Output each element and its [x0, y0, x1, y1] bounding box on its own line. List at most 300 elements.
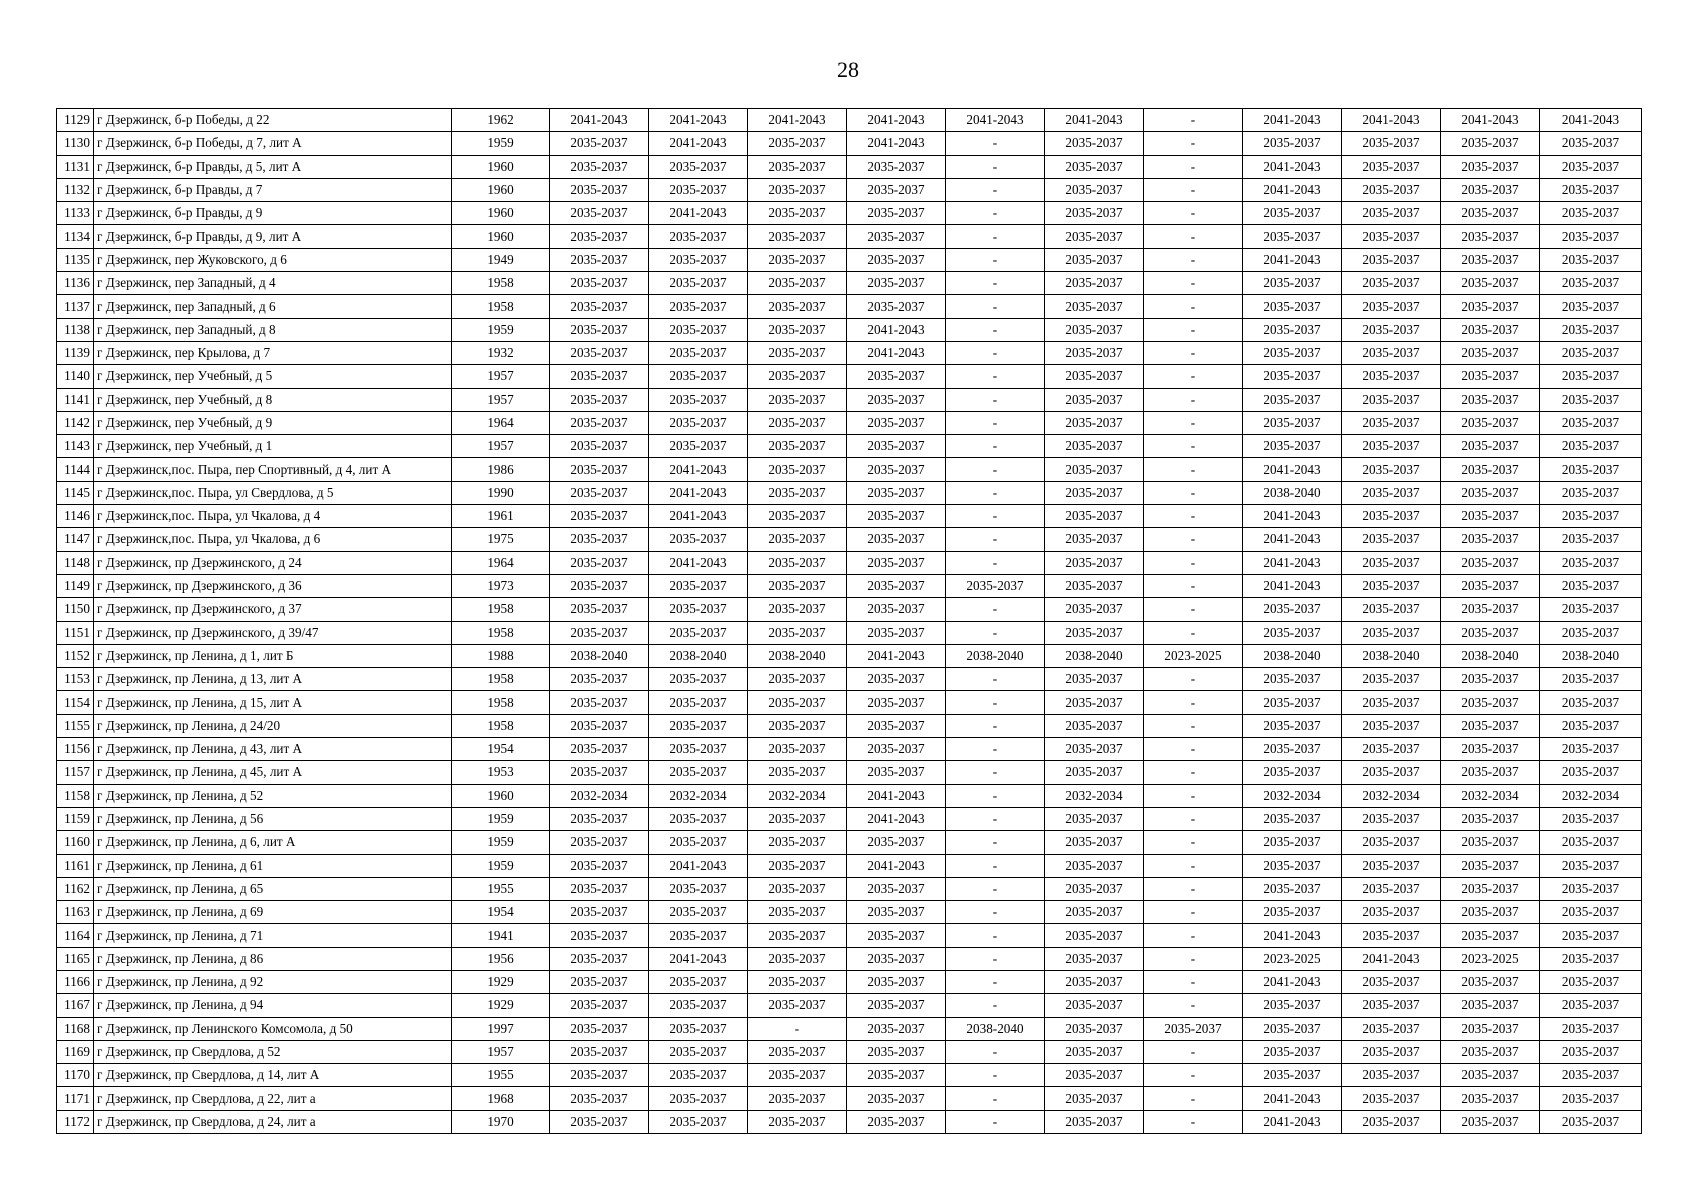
repair-period-cell: 2035-2037 [1045, 621, 1144, 644]
repair-period-cell: 2035-2037 [1441, 388, 1540, 411]
address-cell: г Дзержинск, б-р Правды, д 9 [94, 202, 452, 225]
address-cell: г Дзержинск, пер Учебный, д 9 [94, 411, 452, 434]
repair-period-cell: 2035-2037 [847, 155, 946, 178]
repair-period-cell: 2035-2037 [1243, 668, 1342, 691]
repair-period-cell: - [946, 155, 1045, 178]
row-number-cell: 1163 [57, 901, 94, 924]
repair-period-cell: 2035-2037 [550, 901, 649, 924]
repair-period-cell: 2035-2037 [1045, 970, 1144, 993]
address-cell: г Дзержинск, б-р Правды, д 5, лит А [94, 155, 452, 178]
row-number-cell: 1139 [57, 341, 94, 364]
repair-period-cell: - [1144, 947, 1243, 970]
repair-period-cell: 2035-2037 [550, 761, 649, 784]
repair-period-cell: 2041-2043 [1243, 178, 1342, 201]
repair-period-cell: 2041-2043 [1243, 970, 1342, 993]
repair-period-cell: 2035-2037 [1441, 295, 1540, 318]
repair-period-cell: 2035-2037 [1441, 994, 1540, 1017]
repair-period-cell: 2035-2037 [1441, 668, 1540, 691]
repair-period-cell: 2035-2037 [550, 854, 649, 877]
repair-period-cell: 2035-2037 [1045, 947, 1144, 970]
year-built-cell: 1958 [452, 668, 550, 691]
year-built-cell: 1957 [452, 1040, 550, 1063]
repair-period-cell: 2035-2037 [1540, 411, 1642, 434]
repair-period-cell: 2041-2043 [1243, 528, 1342, 551]
address-cell: г Дзержинск, пр Свердлова, д 52 [94, 1040, 452, 1063]
repair-period-cell: 2035-2037 [847, 481, 946, 504]
repair-period-cell: 2041-2043 [1342, 109, 1441, 132]
repair-period-cell: - [946, 1064, 1045, 1087]
address-cell: г Дзержинск, пер Западный, д 6 [94, 295, 452, 318]
repair-period-cell: 2035-2037 [847, 178, 946, 201]
repair-period-cell: 2035-2037 [1441, 714, 1540, 737]
row-number-cell: 1158 [57, 784, 94, 807]
repair-period-cell: - [946, 714, 1045, 737]
repair-period-cell: 2035-2037 [1342, 411, 1441, 434]
row-number-cell: 1169 [57, 1040, 94, 1063]
repair-period-cell: 2035-2037 [748, 831, 847, 854]
row-number-cell: 1143 [57, 435, 94, 458]
table-row [57, 598, 1642, 621]
repair-period-cell: 2035-2037 [847, 598, 946, 621]
address-cell: г Дзержинск, пр Ленина, д 92 [94, 970, 452, 993]
repair-period-cell: 2035-2037 [1540, 1017, 1642, 1040]
repair-period-cell: 2035-2037 [550, 714, 649, 737]
repair-period-cell: 2035-2037 [748, 1110, 847, 1133]
repair-period-cell: 2035-2037 [748, 970, 847, 993]
repair-period-cell: 2035-2037 [649, 1040, 748, 1063]
repair-period-cell: 2035-2037 [649, 435, 748, 458]
repair-period-cell: 2035-2037 [1243, 714, 1342, 737]
year-built-cell: 1959 [452, 807, 550, 830]
repair-period-cell: 2035-2037 [649, 901, 748, 924]
table-row [57, 947, 1642, 970]
repair-period-cell: 2041-2043 [847, 784, 946, 807]
repair-period-cell: 2041-2043 [649, 202, 748, 225]
repair-period-cell: 2041-2043 [847, 644, 946, 667]
repair-period-cell: 2035-2037 [1540, 807, 1642, 830]
repair-period-cell: - [946, 738, 1045, 761]
repair-period-cell: 2041-2043 [1243, 924, 1342, 947]
repair-period-cell: 2035-2037 [1342, 341, 1441, 364]
repair-period-cell: 2035-2037 [1045, 458, 1144, 481]
address-cell: г Дзержинск, пр Ленинского Комсомола, д 50 [94, 1017, 452, 1040]
repair-period-cell: 2035-2037 [1342, 994, 1441, 1017]
table-row [57, 272, 1642, 295]
repair-period-cell: 2035-2037 [748, 435, 847, 458]
repair-period-cell: - [1144, 668, 1243, 691]
repair-period-cell: 2035-2037 [1342, 807, 1441, 830]
repair-period-cell: 2041-2043 [1243, 458, 1342, 481]
repair-period-cell: 2035-2037 [1045, 807, 1144, 830]
repair-period-cell: 2035-2037 [1540, 691, 1642, 714]
repair-period-cell: 2035-2037 [748, 458, 847, 481]
repair-period-cell: 2035-2037 [748, 1087, 847, 1110]
repair-period-cell: 2035-2037 [1540, 668, 1642, 691]
repair-period-cell: 2035-2037 [1342, 318, 1441, 341]
year-built-cell: 1929 [452, 970, 550, 993]
repair-period-cell: 2035-2037 [847, 435, 946, 458]
repair-period-cell: 2035-2037 [1045, 225, 1144, 248]
repair-period-cell: 2035-2037 [1441, 738, 1540, 761]
repair-period-cell: 2035-2037 [1045, 1017, 1144, 1040]
repair-period-cell: 2035-2037 [550, 505, 649, 528]
repair-period-cell: 2035-2037 [1045, 574, 1144, 597]
repair-period-cell: - [1144, 132, 1243, 155]
repair-period-cell: 2035-2037 [1243, 318, 1342, 341]
repair-period-cell: 2035-2037 [847, 1017, 946, 1040]
repair-period-cell: 2035-2037 [748, 481, 847, 504]
repair-period-cell: 2035-2037 [1045, 854, 1144, 877]
repair-period-cell: 2035-2037 [1540, 318, 1642, 341]
repair-period-cell: - [748, 1017, 847, 1040]
year-built-cell: 1973 [452, 574, 550, 597]
repair-period-cell: 2035-2037 [748, 761, 847, 784]
repair-period-cell: 2035-2037 [847, 691, 946, 714]
repair-period-cell: 2035-2037 [748, 1064, 847, 1087]
repair-period-cell: 2035-2037 [1243, 411, 1342, 434]
repair-period-cell: 2035-2037 [550, 1110, 649, 1133]
year-built-cell: 1990 [452, 481, 550, 504]
repair-period-cell: - [1144, 109, 1243, 132]
repair-period-cell: 2035-2037 [550, 272, 649, 295]
row-number-cell: 1159 [57, 807, 94, 830]
table-row [57, 714, 1642, 737]
repair-period-cell: 2035-2037 [1243, 435, 1342, 458]
table-row [57, 901, 1642, 924]
repair-period-cell: 2035-2037 [748, 132, 847, 155]
year-built-cell: 1957 [452, 388, 550, 411]
repair-period-cell: - [1144, 574, 1243, 597]
repair-period-cell: 2035-2037 [1540, 924, 1642, 947]
year-built-cell: 1954 [452, 738, 550, 761]
repair-period-cell: 2035-2037 [847, 924, 946, 947]
repair-period-cell: 2035-2037 [550, 994, 649, 1017]
row-number-cell: 1154 [57, 691, 94, 714]
repair-period-cell: 2035-2037 [550, 1017, 649, 1040]
repair-period-cell: 2035-2037 [550, 691, 649, 714]
repair-period-cell: 2035-2037 [1045, 132, 1144, 155]
repair-period-cell: - [946, 924, 1045, 947]
repair-period-cell: 2038-2040 [550, 644, 649, 667]
repair-period-cell: 2035-2037 [1045, 1040, 1144, 1063]
repair-period-cell: 2035-2037 [1243, 225, 1342, 248]
repair-period-cell: 2035-2037 [748, 738, 847, 761]
repair-period-cell: 2035-2037 [1342, 877, 1441, 900]
table-body [57, 109, 1642, 1134]
row-number-cell: 1164 [57, 924, 94, 947]
address-cell: г Дзержинск, пр Ленина, д 43, лит А [94, 738, 452, 761]
table-row [57, 924, 1642, 947]
repair-period-cell: 2035-2037 [1342, 365, 1441, 388]
repair-period-cell: - [1144, 458, 1243, 481]
table-row [57, 248, 1642, 271]
repair-period-cell: 2035-2037 [1045, 901, 1144, 924]
table-row [57, 365, 1642, 388]
repair-period-cell: 2035-2037 [1540, 994, 1642, 1017]
repair-period-cell: 2041-2043 [946, 109, 1045, 132]
repair-period-cell: 2038-2040 [1243, 481, 1342, 504]
address-cell: г Дзержинск, пр Свердлова, д 14, лит А [94, 1064, 452, 1087]
repair-period-cell: 2041-2043 [1342, 947, 1441, 970]
repair-period-cell: 2041-2043 [649, 132, 748, 155]
repair-period-cell: - [1144, 318, 1243, 341]
repair-period-cell: - [1144, 598, 1243, 621]
repair-period-cell: 2035-2037 [847, 574, 946, 597]
repair-period-cell: 2035-2037 [1342, 225, 1441, 248]
row-number-cell: 1147 [57, 528, 94, 551]
repair-period-cell: 2041-2043 [847, 807, 946, 830]
row-number-cell: 1151 [57, 621, 94, 644]
year-built-cell: 1929 [452, 994, 550, 1017]
repair-period-cell: 2032-2034 [1342, 784, 1441, 807]
repair-period-cell: 2035-2037 [1540, 574, 1642, 597]
repair-period-cell: 2032-2034 [1243, 784, 1342, 807]
repair-period-cell: 2035-2037 [847, 1064, 946, 1087]
repair-period-cell: 2035-2037 [1540, 505, 1642, 528]
repair-period-cell: 2035-2037 [1045, 1087, 1144, 1110]
repair-period-cell: 2035-2037 [550, 831, 649, 854]
row-number-cell: 1157 [57, 761, 94, 784]
repair-period-cell: 2038-2040 [1540, 644, 1642, 667]
repair-period-cell: 2035-2037 [649, 807, 748, 830]
repair-period-cell: 2035-2037 [550, 388, 649, 411]
table-row [57, 574, 1642, 597]
year-built-cell: 1958 [452, 598, 550, 621]
address-cell: г Дзержинск, пр Свердлова, д 22, лит а [94, 1087, 452, 1110]
year-built-cell: 1954 [452, 901, 550, 924]
repair-period-cell: 2035-2037 [649, 155, 748, 178]
repair-period-cell: - [946, 272, 1045, 295]
repair-period-cell: 2035-2037 [1342, 295, 1441, 318]
table-row [57, 1064, 1642, 1087]
address-cell: г Дзержинск, пр Свердлова, д 24, лит а [94, 1110, 452, 1133]
repair-period-cell: 2035-2037 [1243, 761, 1342, 784]
repair-period-cell: 2035-2037 [1243, 272, 1342, 295]
repair-period-cell: 2035-2037 [748, 318, 847, 341]
repair-period-cell: 2035-2037 [748, 598, 847, 621]
repair-period-cell: 2035-2037 [1441, 970, 1540, 993]
repair-period-cell: 2035-2037 [1045, 691, 1144, 714]
repair-period-cell: 2035-2037 [1045, 341, 1144, 364]
row-number-cell: 1149 [57, 574, 94, 597]
table-row [57, 225, 1642, 248]
repair-period-cell: 2035-2037 [748, 551, 847, 574]
repair-period-cell: 2035-2037 [1540, 761, 1642, 784]
repair-period-cell: 2041-2043 [847, 854, 946, 877]
repair-period-cell: 2041-2043 [1441, 109, 1540, 132]
repair-period-cell: 2032-2034 [1540, 784, 1642, 807]
repair-period-cell: 2035-2037 [550, 877, 649, 900]
repair-period-cell: 2035-2037 [1243, 1040, 1342, 1063]
row-number-cell: 1142 [57, 411, 94, 434]
row-number-cell: 1167 [57, 994, 94, 1017]
repair-period-cell: 2041-2043 [1243, 505, 1342, 528]
repair-period-cell: 2035-2037 [649, 225, 748, 248]
repair-period-cell: - [1144, 481, 1243, 504]
address-cell: г Дзержинск,пос. Пыра, пер Спортивный, д 4, лит А [94, 458, 452, 481]
year-built-cell: 1949 [452, 248, 550, 271]
repair-period-cell: 2035-2037 [847, 295, 946, 318]
repair-period-cell: 2035-2037 [748, 178, 847, 201]
repair-period-cell: 2035-2037 [1540, 901, 1642, 924]
repair-period-cell: 2041-2043 [649, 481, 748, 504]
repair-period-cell: 2035-2037 [550, 365, 649, 388]
repair-period-cell: 2035-2037 [847, 947, 946, 970]
address-cell: г Дзержинск, пер Крылова, д 7 [94, 341, 452, 364]
repair-period-cell: - [1144, 831, 1243, 854]
table-row [57, 1040, 1642, 1063]
repair-period-cell: - [946, 784, 1045, 807]
repair-period-cell: 2035-2037 [1441, 481, 1540, 504]
row-number-cell: 1168 [57, 1017, 94, 1040]
year-built-cell: 1970 [452, 1110, 550, 1133]
repair-period-cell: 2035-2037 [550, 248, 649, 271]
repair-period-cell: - [1144, 1110, 1243, 1133]
repair-period-cell: 2035-2037 [847, 225, 946, 248]
year-built-cell: 1961 [452, 505, 550, 528]
address-cell: г Дзержинск, пр Ленина, д 65 [94, 877, 452, 900]
repair-period-cell: 2035-2037 [1540, 947, 1642, 970]
repair-period-cell: 2041-2043 [649, 947, 748, 970]
year-built-cell: 1955 [452, 1064, 550, 1087]
repair-period-cell: 2035-2037 [1540, 388, 1642, 411]
row-number-cell: 1132 [57, 178, 94, 201]
repair-period-cell: 2035-2037 [748, 202, 847, 225]
repair-period-cell: 2035-2037 [1540, 1064, 1642, 1087]
repair-period-cell: - [1144, 901, 1243, 924]
repair-period-cell: 2035-2037 [1342, 505, 1441, 528]
repair-period-cell: 2035-2037 [649, 970, 748, 993]
housing-register-table [56, 108, 1642, 1134]
repair-period-cell: - [1144, 854, 1243, 877]
repair-period-cell: 2035-2037 [847, 365, 946, 388]
repair-period-cell: 2038-2040 [1441, 644, 1540, 667]
repair-period-cell: 2035-2037 [1441, 365, 1540, 388]
address-cell: г Дзержинск,пос. Пыра, ул Чкалова, д 4 [94, 505, 452, 528]
repair-period-cell: 2035-2037 [748, 714, 847, 737]
repair-period-cell: - [1144, 621, 1243, 644]
repair-period-cell: 2035-2037 [1441, 341, 1540, 364]
address-cell: г Дзержинск, пр Ленина, д 56 [94, 807, 452, 830]
repair-period-cell: 2041-2043 [1243, 551, 1342, 574]
repair-period-cell: - [946, 318, 1045, 341]
repair-period-cell: - [1144, 738, 1243, 761]
repair-period-cell: 2035-2037 [1243, 854, 1342, 877]
repair-period-cell: 2035-2037 [550, 1064, 649, 1087]
repair-period-cell: 2035-2037 [550, 621, 649, 644]
table-row [57, 1017, 1642, 1040]
repair-period-cell: 2035-2037 [1342, 272, 1441, 295]
repair-period-cell: - [946, 761, 1045, 784]
repair-period-cell: 2035-2037 [748, 807, 847, 830]
repair-period-cell: 2041-2043 [748, 109, 847, 132]
repair-period-cell: - [946, 178, 1045, 201]
address-cell: г Дзержинск, б-р Правды, д 9, лит А [94, 225, 452, 248]
repair-period-cell: 2035-2037 [649, 388, 748, 411]
repair-period-cell: 2035-2037 [1540, 551, 1642, 574]
repair-period-cell: 2035-2037 [1342, 970, 1441, 993]
address-cell: г Дзержинск, пр Ленина, д 24/20 [94, 714, 452, 737]
repair-period-cell: 2035-2037 [1243, 365, 1342, 388]
year-built-cell: 1968 [452, 1087, 550, 1110]
repair-period-cell: 2041-2043 [1243, 1110, 1342, 1133]
repair-period-cell: 2035-2037 [1243, 341, 1342, 364]
address-cell: г Дзержинск, пр Ленина, д 69 [94, 901, 452, 924]
repair-period-cell: 2035-2037 [1441, 1064, 1540, 1087]
repair-period-cell: - [1144, 1087, 1243, 1110]
repair-period-cell: 2035-2037 [748, 365, 847, 388]
repair-period-cell: 2035-2037 [1441, 621, 1540, 644]
repair-period-cell: 2035-2037 [1441, 318, 1540, 341]
repair-period-cell: - [1144, 155, 1243, 178]
repair-period-cell: 2035-2037 [748, 272, 847, 295]
repair-period-cell: 2032-2034 [550, 784, 649, 807]
repair-period-cell: 2035-2037 [1441, 691, 1540, 714]
repair-period-cell: 2035-2037 [649, 714, 748, 737]
year-built-cell: 1959 [452, 318, 550, 341]
repair-period-cell: - [1144, 388, 1243, 411]
table-row [57, 341, 1642, 364]
repair-period-cell: 2035-2037 [550, 947, 649, 970]
address-cell: г Дзержинск, пр Ленина, д 71 [94, 924, 452, 947]
repair-period-cell: 2035-2037 [1540, 341, 1642, 364]
repair-period-cell: 2035-2037 [1045, 155, 1144, 178]
year-built-cell: 1959 [452, 854, 550, 877]
repair-period-cell: 2035-2037 [748, 411, 847, 434]
repair-period-cell: 2035-2037 [748, 691, 847, 714]
repair-period-cell: 2035-2037 [649, 1110, 748, 1133]
repair-period-cell: 2035-2037 [1342, 901, 1441, 924]
repair-period-cell: 2035-2037 [1540, 202, 1642, 225]
repair-period-cell: 2035-2037 [649, 272, 748, 295]
repair-period-cell: - [946, 854, 1045, 877]
row-number-cell: 1156 [57, 738, 94, 761]
repair-period-cell: 2035-2037 [1243, 877, 1342, 900]
address-cell: г Дзержинск, пр Ленина, д 45, лит А [94, 761, 452, 784]
repair-period-cell: 2035-2037 [1342, 1087, 1441, 1110]
repair-period-cell: 2035-2037 [847, 668, 946, 691]
repair-period-cell: 2035-2037 [1342, 1110, 1441, 1133]
repair-period-cell: 2041-2043 [1540, 109, 1642, 132]
address-cell: г Дзержинск, пр Дзержинского, д 24 [94, 551, 452, 574]
table-row [57, 807, 1642, 830]
table-row [57, 994, 1642, 1017]
repair-period-cell: 2035-2037 [1045, 1064, 1144, 1087]
year-built-cell: 1958 [452, 272, 550, 295]
repair-period-cell: 2035-2037 [1045, 202, 1144, 225]
repair-period-cell: 2032-2034 [1045, 784, 1144, 807]
year-built-cell: 1958 [452, 714, 550, 737]
repair-period-cell: 2035-2037 [1342, 831, 1441, 854]
repair-period-cell: 2035-2037 [1243, 831, 1342, 854]
repair-period-cell: 2035-2037 [847, 901, 946, 924]
repair-period-cell: 2035-2037 [847, 1040, 946, 1063]
page-number: 28 [837, 57, 859, 82]
repair-period-cell: 2035-2037 [1441, 435, 1540, 458]
repair-period-cell: 2035-2037 [1540, 132, 1642, 155]
repair-period-cell: 2035-2037 [1540, 621, 1642, 644]
repair-period-cell: 2035-2037 [550, 202, 649, 225]
repair-period-cell: 2035-2037 [1243, 598, 1342, 621]
table-row [57, 1087, 1642, 1110]
repair-period-cell: - [946, 341, 1045, 364]
address-cell: г Дзержинск, б-р Правды, д 7 [94, 178, 452, 201]
repair-period-cell: - [1144, 411, 1243, 434]
repair-period-cell: - [1144, 761, 1243, 784]
repair-period-cell: 2035-2037 [1045, 505, 1144, 528]
repair-period-cell: 2035-2037 [1540, 714, 1642, 737]
repair-period-cell: - [1144, 924, 1243, 947]
